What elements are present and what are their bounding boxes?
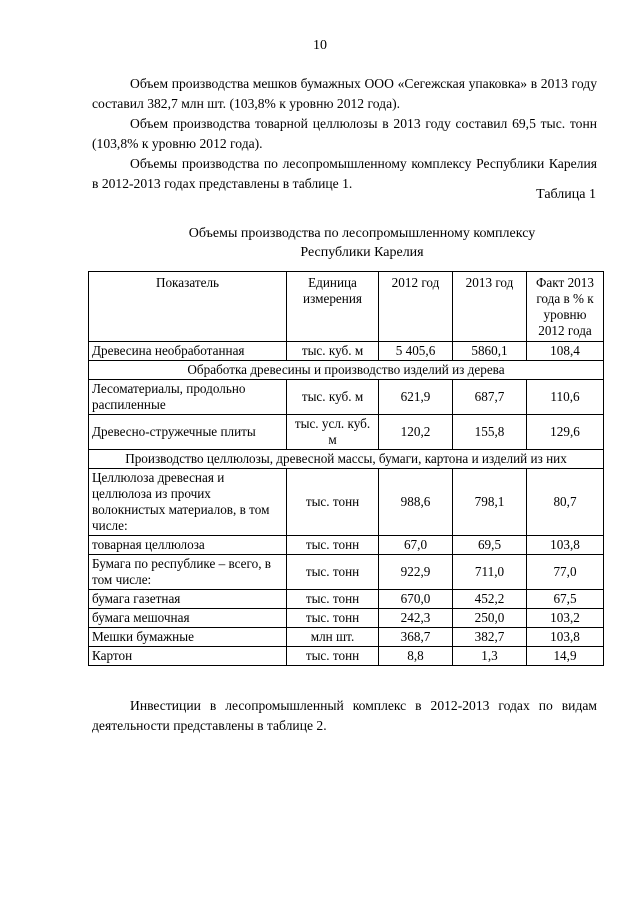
paragraph-intro-table	[92, 154, 597, 194]
cell-2013: 1,3	[453, 647, 527, 666]
cell-percent: 14,9	[527, 647, 604, 666]
cell-unit: тыс. тонн	[287, 609, 379, 628]
cell-indicator: Лесоматериалы, продольно распиленные	[89, 380, 287, 415]
table-section-row	[89, 361, 604, 380]
table-row	[89, 628, 604, 647]
cell-percent: 103,8	[527, 628, 604, 647]
cell-indicator: Древесно-стружечные плиты	[89, 415, 287, 450]
cell-2012: 242,3	[379, 609, 453, 628]
cell-percent: 108,4	[527, 342, 604, 361]
cell-indicator: Целлюлоза древесная и целлюлоза из прочих волокнистых материалов, в том числе:	[89, 469, 287, 536]
cell-2013: 687,7	[453, 380, 527, 415]
header-indicator: Показатель	[89, 272, 287, 342]
table-section-row	[89, 450, 604, 469]
header-2012: 2012 год	[379, 272, 453, 342]
cell-unit: тыс. тонн	[287, 536, 379, 555]
cell-2012: 988,6	[379, 469, 453, 536]
cell-unit: тыс. усл. куб. м	[287, 415, 379, 450]
cell-2012: 621,9	[379, 380, 453, 415]
section-pulp-paper: Производство целлюлозы, древесной массы, бумаги, картона и изделий из них	[89, 450, 604, 469]
cell-unit: тыс. тонн	[287, 647, 379, 666]
cell-2013: 5860,1	[453, 342, 527, 361]
cell-percent: 129,6	[527, 415, 604, 450]
table-title	[92, 224, 632, 262]
cell-indicator: Мешки бумажные	[89, 628, 287, 647]
paragraph-pulp	[92, 114, 597, 154]
cell-2013: 452,2	[453, 590, 527, 609]
cell-indicator: Картон	[89, 647, 287, 666]
paragraph-bags-text: Объем производства мешков бумажных ООО «Сегежская упаковка» в 2013 году составил 382,7 млн шт. (103,8% к уровню 2012 года).	[92, 76, 597, 111]
cell-percent: 77,0	[527, 555, 604, 590]
cell-2012: 8,8	[379, 647, 453, 666]
table-label: Таблица 1	[536, 187, 596, 202]
cell-2012: 120,2	[379, 415, 453, 450]
cell-percent: 67,5	[527, 590, 604, 609]
header-percent: Факт 2013 года в % к уровню 2012 года	[527, 272, 604, 342]
cell-unit: млн шт.	[287, 628, 379, 647]
cell-indicator: бумага газетная	[89, 590, 287, 609]
cell-2013: 798,1	[453, 469, 527, 536]
paragraph-investments-text: Инвестиции в лесопромышленный комплекс в 2012-2013 годах по видам деятельности представлены в таблице 2.	[92, 698, 597, 733]
cell-2013: 711,0	[453, 555, 527, 590]
page-number: 10	[313, 38, 327, 53]
cell-percent: 80,7	[527, 469, 604, 536]
table-title-line-1: Объемы производства по лесопромышленному комплексу	[188, 226, 536, 241]
cell-indicator: бумага мешочная	[89, 609, 287, 628]
paragraph-pulp-text: Объем производства товарной целлюлозы в 2013 году составил 69,5 тыс. тонн (103,8% к уровню 2012 года).	[92, 116, 597, 151]
table-row	[89, 609, 604, 628]
table-row	[89, 342, 604, 361]
production-table	[88, 271, 604, 666]
cell-indicator: Древесина необработанная	[89, 342, 287, 361]
cell-percent: 110,6	[527, 380, 604, 415]
table-title-line-2: Республики Карелия	[300, 245, 424, 260]
table-row	[89, 590, 604, 609]
cell-indicator: товарная целлюлоза	[89, 536, 287, 555]
table-row	[89, 555, 604, 590]
table-row	[89, 536, 604, 555]
header-unit: Единица измерения	[287, 272, 379, 342]
cell-unit: тыс. тонн	[287, 555, 379, 590]
cell-2012: 670,0	[379, 590, 453, 609]
cell-2012: 922,9	[379, 555, 453, 590]
cell-percent: 103,8	[527, 536, 604, 555]
table-row	[89, 380, 604, 415]
cell-2013: 382,7	[453, 628, 527, 647]
cell-2013: 155,8	[453, 415, 527, 450]
paragraph-investments	[92, 696, 597, 736]
paragraph-intro-table-text: Объемы производства по лесопромышленному комплексу Республики Карелия в 2012-2013 годах представлены в таблице 1.	[92, 156, 597, 191]
table-header-row	[89, 272, 604, 342]
cell-percent: 103,2	[527, 609, 604, 628]
cell-2012: 67,0	[379, 536, 453, 555]
cell-unit: тыс. куб. м	[287, 380, 379, 415]
section-wood-processing: Обработка древесины и производство изделий из дерева	[89, 361, 604, 380]
cell-2012: 368,7	[379, 628, 453, 647]
cell-unit: тыс. тонн	[287, 469, 379, 536]
paragraph-bags	[92, 74, 597, 114]
table-row	[89, 469, 604, 536]
cell-2013: 69,5	[453, 536, 527, 555]
cell-2013: 250,0	[453, 609, 527, 628]
cell-2012: 5 405,6	[379, 342, 453, 361]
table-row	[89, 415, 604, 450]
cell-unit: тыс. тонн	[287, 590, 379, 609]
header-2013: 2013 год	[453, 272, 527, 342]
cell-unit: тыс. куб. м	[287, 342, 379, 361]
table-row	[89, 647, 604, 666]
cell-indicator: Бумага по республике – всего, в том числе:	[89, 555, 287, 590]
